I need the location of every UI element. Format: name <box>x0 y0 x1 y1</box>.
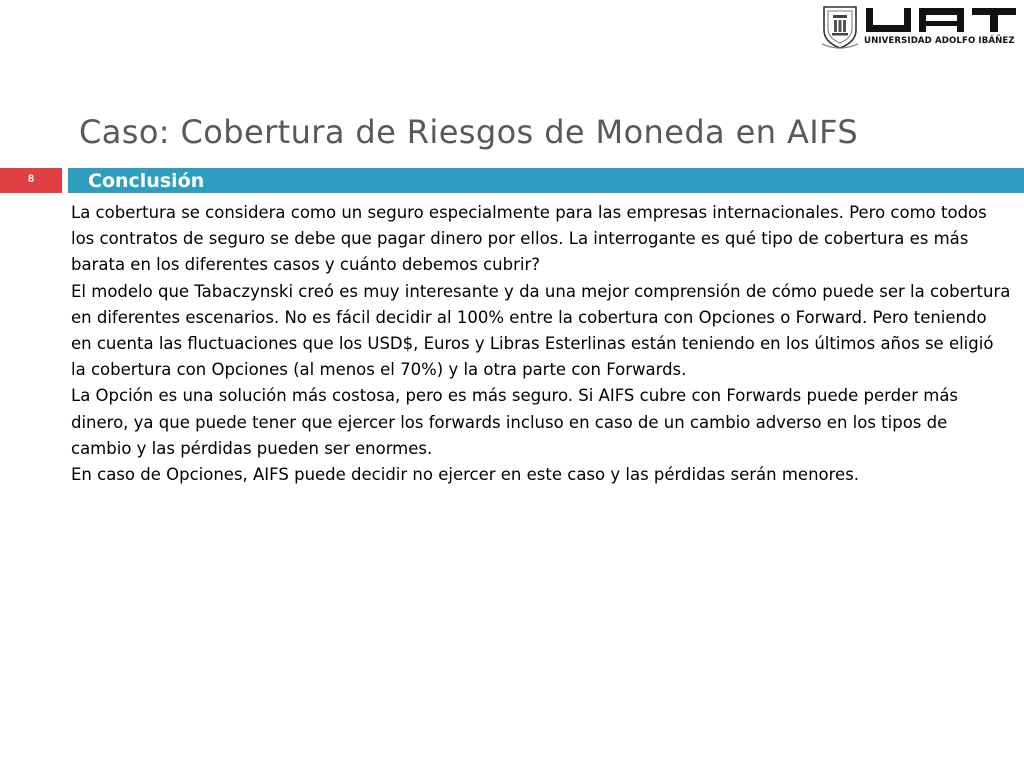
section-bar <box>68 168 1024 193</box>
uai-wordmark-icon <box>864 6 1018 34</box>
paragraph-1: La cobertura se considera como un seguro especialmente para las empresas internacionales. Pero como todos los contratos de seguro se debe que pagar dinero por ellos. La interrogante es qué tipo de cobertura es más barata en los diferentes casos y cuánto debemos cubrir? <box>71 203 987 275</box>
slide-title: Caso: Cobertura de Riesgos de Moneda en AIFS <box>79 113 859 151</box>
paragraph-4: En caso de Opciones, AIFS puede decidir no ejercer en este caso y las pérdidas serán menores. <box>71 465 860 485</box>
section-heading: Conclusión <box>88 170 205 192</box>
paragraph-3: La Opción es una solución más costosa, pero es más seguro. Si AIFS cubre con Forwards puede perder más dinero, ya que puede tener que ejercer los forwards incluso en caso de un cambio adverso en los tipos de cambio y las pérdidas pueden ser enormes. <box>71 386 959 458</box>
university-seal-icon <box>820 4 860 50</box>
university-logo <box>818 4 1018 54</box>
slide-body <box>71 200 1011 488</box>
paragraph-2: El modelo que Tabaczynski creó es muy interesante y da una mejor comprensión de cómo puede ser la cobertura en diferentes escenarios. No es fácil decidir al 100% entre la cobertura con Opciones o Forward. Pero teniendo en cuenta las fluctuaciones que los USD$, Euros y Libras Esterlinas están teniendo en los últimos años se eligió la cobertura con Opciones (al menos el 70%) y la otra parte con Forwards. <box>71 281 1011 380</box>
page-number-badge: 8 <box>0 168 62 193</box>
university-name: UNIVERSIDAD ADOLFO IBÁÑEZ <box>864 36 1015 46</box>
